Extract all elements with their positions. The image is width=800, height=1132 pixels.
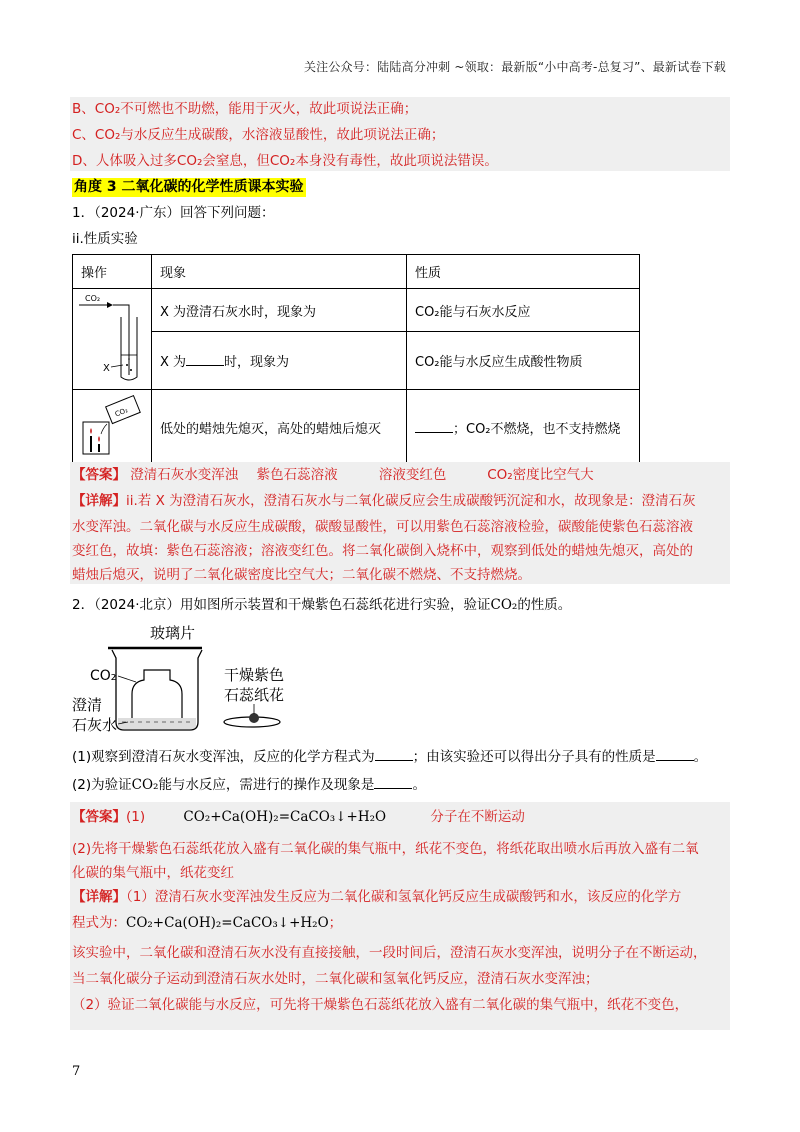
property-cell <box>407 390 640 465</box>
phenomenon-cell <box>152 332 407 390</box>
q2-detail-line: 当二氧化碳分子运动到澄清石灰水处时，二氧化碳和氢氧化钙反应，澄清石灰水变浑浊； <box>72 971 599 987</box>
detail-tag: 【详解】 <box>72 889 126 905</box>
q2-detail-line <box>72 888 681 906</box>
q2-sub2 <box>72 776 426 794</box>
apparatus-figure <box>72 618 312 740</box>
q2-sub2-mid: 能与水反应，需进行的操作及现象是 <box>158 777 375 793</box>
table-header-cell: 性质 <box>407 255 640 289</box>
page-number: 7 <box>72 1064 81 1079</box>
tube-figure <box>73 289 151 385</box>
answer-item: CO₂密度比空气大 <box>487 467 594 483</box>
property-post: ；CO₂不燃烧，也不支持燃烧 <box>453 421 621 437</box>
q1-detail-line: 变红色，故填：紫色石蕊溶液；溶液变红色。将二氧化碳倒入烧杯中，观察到低处的蜡烛先熄灭，高处的 <box>72 543 693 559</box>
table-header-cell: 现象 <box>152 255 407 289</box>
q1-answer <box>72 466 594 484</box>
q2-answer-line-1 <box>72 808 525 826</box>
q1-sub: ii.性质实验 <box>72 231 138 247</box>
table-row <box>73 289 640 332</box>
detail-text: 程式为： <box>72 915 126 931</box>
answer-blank <box>415 420 453 433</box>
q2-detail-line: 该实验中，二氧化碳和澄清石灰水没有直接接触，一段时间后，澄清石灰水变浑浊，说明分子在不断运动， <box>72 945 707 961</box>
answer-blank <box>374 776 412 789</box>
answer-item: 澄清石灰水变浑浊 <box>130 467 239 483</box>
gas-label: CO₂ <box>113 406 130 419</box>
answer-item: 紫色石蕊溶液 <box>256 467 338 483</box>
lime-label-1: 澄清 <box>72 696 103 714</box>
answer-tag: 【答案】 <box>72 809 126 825</box>
q2-sub2-formula: CO₂ <box>131 777 159 793</box>
figure-cell-candle <box>73 390 152 465</box>
phenomenon-pre: X 为 <box>160 355 187 371</box>
answer-blank <box>375 748 413 761</box>
q2-sub1-mid: ；由该实验还可以得出分子具有的性质是 <box>412 749 656 765</box>
phenomenon-cell: 低处的蜡烛先熄灭，高处的蜡烛后熄灭 <box>152 390 407 465</box>
answer-part: (1) <box>126 809 146 825</box>
option-d: D、人体吸入过多CO₂会窒息，但CO₂本身没有毒性，故此项说法错误。 <box>72 153 498 169</box>
gas-label: CO₂ <box>85 294 101 303</box>
table-header-cell: 操作 <box>73 255 152 289</box>
table-row <box>73 332 640 390</box>
q2-detail-line <box>72 914 342 932</box>
detail-text: ； <box>328 915 343 931</box>
table-row <box>73 390 640 465</box>
q2-sub2-pre: (2)为验证 <box>72 777 132 793</box>
answer-blank <box>656 748 694 761</box>
phenomenon-cell: X 为澄清石灰水时，现象为 <box>152 289 407 332</box>
q2-detail-line: （2）验证二氧化碳能与水反应，可先将干燥紫色石蕊纸花放入盛有二氧化碳的集气瓶中，纸花不变色， <box>72 997 689 1013</box>
detail-tag: 【详解】 <box>72 493 126 509</box>
answer-item: 溶液变红色 <box>378 467 447 483</box>
q2-sub1 <box>72 748 707 766</box>
detail-text: （1）澄清石灰水变浑浊发生反应为二氧化碳和氢氧化钙反应生成碳酸钙和水，该反应的化学方 <box>126 889 682 905</box>
x-label: X <box>103 363 110 374</box>
q2-stem-formula: CO₂ <box>490 597 518 613</box>
answer-equation: CO₂+Ca(OH)₂=CaCO₃↓+H₂O <box>183 809 387 825</box>
q1-detail-line: 水变浑浊。二氧化碳与水反应生成碳酸，碳酸显酸性，可以用紫色石蕊溶液检验，碳酸能使紫色石蕊溶液 <box>72 519 693 535</box>
property-cell: CO₂能与水反应生成酸性物质 <box>407 332 640 390</box>
q2-answer-line-3: 化碳的集气瓶中，纸花变红 <box>72 865 234 881</box>
figure-cell-tube <box>73 289 152 390</box>
lime-label-2: 石灰水 <box>72 716 118 734</box>
candle-figure <box>73 390 151 460</box>
flower-label-1: 干燥紫色 <box>224 666 285 684</box>
q2-sub1-pre: (1)观察到澄清石灰水变浑浊，反应的化学方程式为 <box>72 749 375 765</box>
q1-detail-line: 蜡烛后熄灭，说明了二氧化碳密度比空气大；二氧化碳不燃烧、不支持燃烧。 <box>72 567 531 583</box>
q2-stem <box>72 596 571 614</box>
property-cell: CO₂能与石灰水反应 <box>407 289 640 332</box>
co2-label: CO₂ <box>90 668 117 684</box>
glass-label: 玻璃片 <box>150 624 196 642</box>
answer-blank <box>186 353 224 366</box>
q2-stem-post: 的性质。 <box>517 597 572 613</box>
page-header: 关注公众号：陆陆高分冲刺 ~领取：最新版“小中高考-总复习”、最新试卷下载 <box>303 60 726 74</box>
q2-sub2-post: 。 <box>412 777 426 793</box>
option-b: B、CO₂不可燃也不助燃，能用于灭火，故此项说法正确； <box>72 101 418 117</box>
q1-detail-line <box>72 492 696 510</box>
section-title: 角度 3 二氧化碳的化学性质课本实验 <box>74 179 304 195</box>
option-c: C、CO₂与水反应生成碳酸，水溶液显酸性，故此项说法正确； <box>72 127 445 143</box>
q2-sub1-post: 。 <box>693 749 708 765</box>
flower-label-2: 石蕊纸花 <box>224 686 285 704</box>
detail-equation: CO₂+Ca(OH)₂=CaCO₃↓+H₂O <box>126 915 329 931</box>
property-table <box>72 254 640 465</box>
q2-answer-line-2: (2)先将干燥紫色石蕊纸花放入盛有二氧化碳的集气瓶中，纸花不变色，将纸花取出喷水后再放入盛有二氧 <box>72 841 699 857</box>
q1-stem: 1．（2024·广东）回答下列问题： <box>72 205 275 221</box>
detail-text: ii.若 X 为澄清石灰水，澄清石灰水与二氧化碳反应会生成碳酸钙沉淀和水，故现象是：澄清石灰 <box>126 493 696 509</box>
phenomenon-post: 时，现象为 <box>224 355 290 371</box>
answer-tag: 【答案】 <box>72 467 126 483</box>
table-header-row <box>73 255 640 289</box>
answer-part: 分子在不断运动 <box>430 809 525 825</box>
q2-stem-pre: 2．（2024·北京）用如图所示装置和干燥紫色石蕊纸花进行实验，验证 <box>72 597 491 613</box>
